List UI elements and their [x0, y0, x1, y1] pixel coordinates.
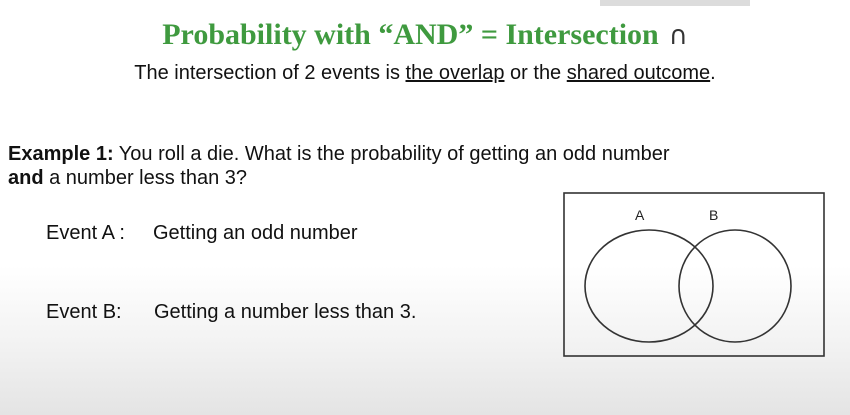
example-label: Example 1:: [8, 143, 114, 165]
slide-subtitle: [0, 62, 850, 85]
subtitle-underline-overlap: the overlap: [405, 62, 505, 84]
example-and-word: and: [8, 167, 44, 189]
subtitle-prefix: The intersection of 2 events is: [134, 62, 406, 84]
event-b-label: Event B:: [46, 301, 122, 323]
venn-circle-b: [679, 230, 791, 342]
venn-circle-a: [585, 230, 713, 342]
example-question: [8, 142, 828, 190]
event-b: [46, 301, 416, 324]
example-text-1: You roll a die. What is the probability of getting an odd number: [113, 143, 670, 165]
example-text-2: a number less than 3?: [43, 167, 248, 189]
intersection-symbol: ∩: [668, 21, 688, 51]
venn-label-b: B: [709, 207, 719, 223]
subtitle-underline-shared: shared outcome: [566, 62, 711, 84]
event-a: [46, 222, 358, 245]
event-b-text: Getting a number less than 3.: [154, 301, 417, 323]
venn-frame: [564, 193, 824, 356]
top-bar: [600, 0, 750, 6]
event-a-text: Getting an odd number: [153, 222, 358, 244]
venn-diagram: [563, 192, 825, 357]
venn-label-a: A: [635, 207, 645, 223]
subtitle-suffix: .: [710, 62, 716, 84]
slide-title: [0, 18, 850, 52]
slide-title-text: Probability with “AND” = Intersection: [162, 18, 659, 51]
event-a-label: Event A :: [46, 222, 125, 244]
subtitle-middle: or the: [504, 62, 567, 84]
